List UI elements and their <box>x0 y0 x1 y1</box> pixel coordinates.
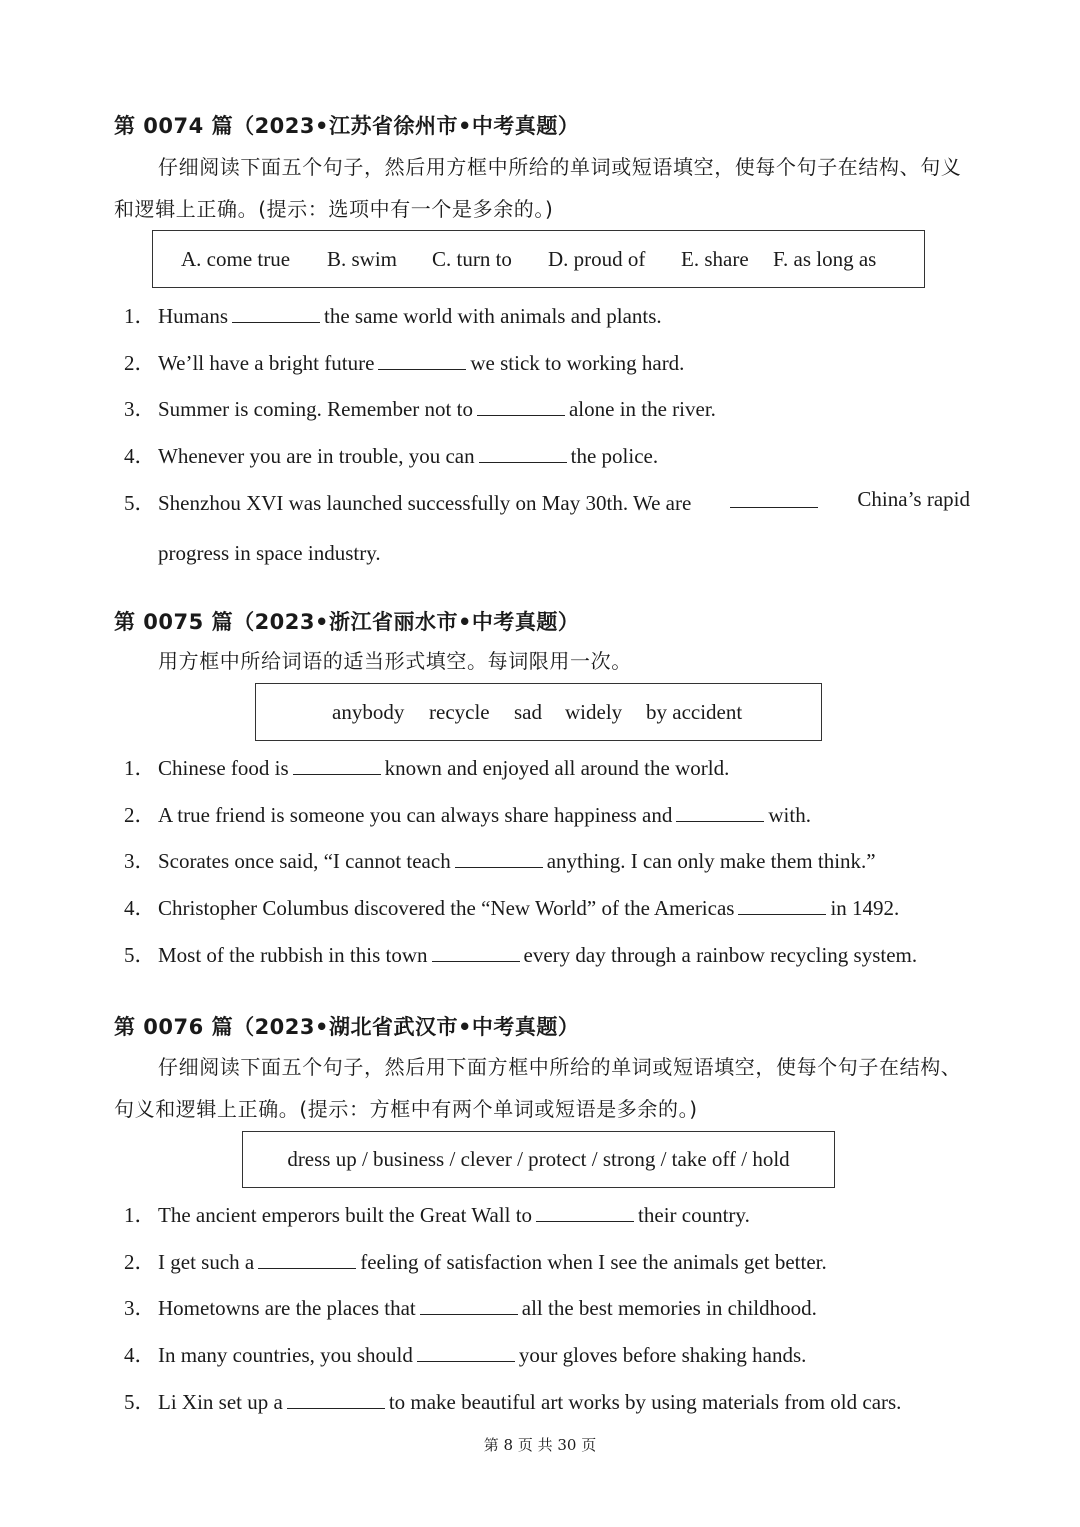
question-text-before: Shenzhou XVI was launched successfully on May 30th. We are <box>158 491 692 515</box>
answer-blank[interactable] <box>432 941 520 962</box>
question-0074-4 <box>124 440 658 470</box>
question-text-before: Li Xin set up a <box>158 1390 283 1414</box>
question-text-after: to make beautiful art works by using materials from old cars. <box>388 1390 902 1414</box>
question-text-after: your gloves before shaking hands. <box>518 1343 807 1367</box>
answer-blank[interactable] <box>293 754 381 775</box>
question-0075-2 <box>124 799 811 829</box>
word-option: anybody <box>332 699 405 724</box>
section-title-0076: 第 0076 篇（2023•湖北省武汉市•中考真题） <box>114 1015 580 1039</box>
answer-blank[interactable] <box>676 801 764 822</box>
question-text-before: Whenever you are in trouble, you can <box>158 444 475 468</box>
option-d: D. proud of <box>548 246 646 271</box>
question-text-after: anything. I can only make them think.” <box>546 849 876 873</box>
question-0076-5 <box>124 1386 901 1416</box>
question-0075-3 <box>124 845 876 875</box>
question-0074-3 <box>124 393 716 423</box>
section-title-0075: 第 0075 篇（2023•浙江省丽水市•中考真题） <box>114 610 580 634</box>
option-e: E. share <box>681 246 749 271</box>
option-b: B. swim <box>327 246 398 271</box>
word-option: recycle <box>429 699 490 724</box>
question-0076-4 <box>124 1339 806 1369</box>
question-text-before: Most of the rubbish in this town <box>158 943 428 967</box>
question-number: 4． <box>124 896 156 920</box>
question-number: 4． <box>124 444 156 468</box>
question-0075-5 <box>124 939 917 969</box>
answer-blank[interactable] <box>378 349 466 370</box>
answer-blank[interactable] <box>477 395 565 416</box>
question-number: 1． <box>124 1203 156 1227</box>
question-text-after: all the best memories in childhood. <box>521 1296 817 1320</box>
question-text-after: with. <box>768 803 811 827</box>
question-text-after: the same world with animals and plants. <box>324 304 662 328</box>
section-title-0074: 第 0074 篇（2023•江苏省徐州市•中考真题） <box>114 114 580 138</box>
question-text-before: In many countries, you should <box>158 1343 413 1367</box>
question-text-before: Humans <box>158 304 228 328</box>
answer-blank[interactable] <box>420 1294 518 1315</box>
question-number: 1． <box>124 756 156 780</box>
question-0074-1 <box>124 300 662 330</box>
answer-blank[interactable] <box>730 487 818 508</box>
answer-blank[interactable] <box>258 1248 356 1269</box>
word-box-0076 <box>242 1131 835 1188</box>
section-instruction-0074: 仔细阅读下面五个句子，然后用方框中所给的单词或短语填空，使每个句子在结构、句义和逻辑上正确。(提示：选项中有一个是多余的。) <box>114 155 962 221</box>
question-text-after: the police. <box>570 444 659 468</box>
option-c: C. turn to <box>432 246 512 271</box>
word-option: by accident <box>646 699 743 724</box>
question-0076-2 <box>124 1246 827 1276</box>
answer-blank[interactable] <box>287 1388 385 1409</box>
section-instruction-0076: 仔细阅读下面五个句子，然后用下面方框中所给的单词或短语填空，使每个句子在结构、句义和逻辑上正确。(提示：方框中有两个单词或短语是多余的。) <box>114 1055 962 1121</box>
word-box-0075 <box>255 683 822 741</box>
word-option: sad <box>514 699 542 724</box>
question-number: 4． <box>124 1343 156 1367</box>
word-box-0074 <box>152 230 925 288</box>
question-number: 3． <box>124 1296 156 1320</box>
word-box-text: dress up / business / clever / protect / strong / take off / hold <box>287 1147 790 1171</box>
question-text-after: in 1492. <box>830 896 900 920</box>
page-number-footer: 第 8 页 共 30 页 <box>483 1436 597 1454</box>
question-text-after: feeling of satisfaction when I see the animals get better. <box>360 1250 827 1274</box>
question-text-before: We’ll have a bright future <box>158 351 375 375</box>
question-text-after: their country. <box>638 1203 750 1227</box>
question-0074-5 <box>124 487 970 566</box>
question-text-before: Hometowns are the places that <box>158 1296 416 1320</box>
question-text-before: A true friend is someone you can always share happiness and <box>158 803 673 827</box>
question-text-before: Scorates once said, “I cannot teach <box>158 849 451 873</box>
question-0076-1 <box>124 1199 750 1229</box>
question-text-after: every day through a rainbow recycling system. <box>523 943 918 967</box>
question-0076-3 <box>124 1292 817 1322</box>
question-number: 2． <box>124 1250 156 1274</box>
question-number: 2． <box>124 803 156 827</box>
section-instruction-0075: 用方框中所给词语的适当形式填空。每词限用一次。 <box>158 649 632 673</box>
question-number: 3． <box>124 849 156 873</box>
answer-blank[interactable] <box>455 847 543 868</box>
question-number: 5． <box>124 1390 156 1414</box>
question-0075-4 <box>124 892 899 922</box>
question-number: 1． <box>124 304 156 328</box>
question-text-continuation: progress in space industry. <box>158 541 381 565</box>
question-0075-1 <box>124 752 729 782</box>
question-0074-2 <box>124 347 684 377</box>
word-option: widely <box>565 699 623 724</box>
question-number: 5． <box>124 491 156 515</box>
answer-blank[interactable] <box>417 1341 515 1362</box>
question-text-after: alone in the river. <box>568 397 716 421</box>
question-text-after: known and enjoyed all around the world. <box>384 756 730 780</box>
question-text-after: China’s rapid <box>857 487 970 511</box>
question-number: 2． <box>124 351 156 375</box>
question-text-before: The ancient emperors built the Great Wall to <box>158 1203 533 1227</box>
question-number: 5． <box>124 943 156 967</box>
answer-blank[interactable] <box>232 302 320 323</box>
question-number: 3． <box>124 397 156 421</box>
answer-blank[interactable] <box>738 894 826 915</box>
answer-blank[interactable] <box>536 1201 634 1222</box>
question-text-before: Summer is coming. Remember not to <box>158 397 473 421</box>
question-text-before: Chinese food is <box>158 756 289 780</box>
answer-blank[interactable] <box>479 442 567 463</box>
question-text-after: we stick to working hard. <box>470 351 685 375</box>
option-f: F. as long as <box>773 246 877 271</box>
option-a: A. come true <box>181 246 291 271</box>
question-text-before: Christopher Columbus discovered the “New World” of the Americas <box>158 896 735 920</box>
question-text-before: I get such a <box>158 1250 255 1274</box>
